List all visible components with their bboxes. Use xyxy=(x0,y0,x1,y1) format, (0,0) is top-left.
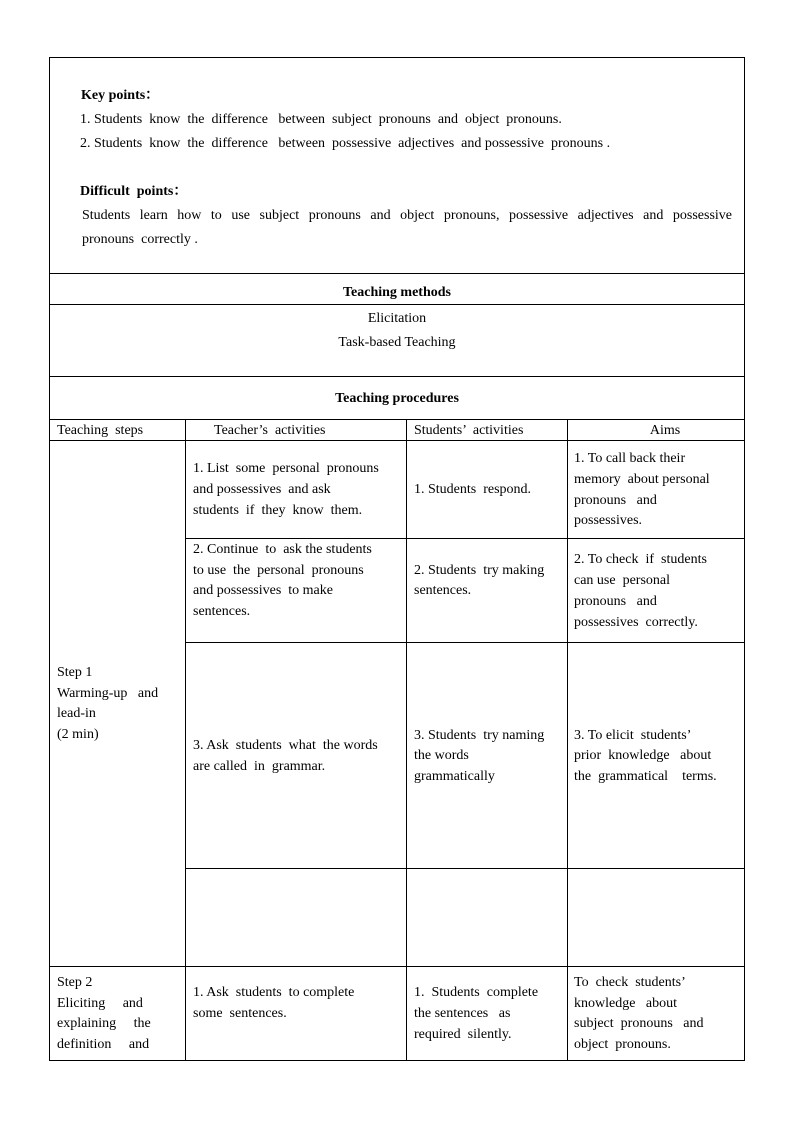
teacher-activity: and possessives and ask xyxy=(193,482,331,497)
aim: possessives. xyxy=(574,513,643,528)
teacher-activity: to use the personal pronouns xyxy=(193,563,364,578)
teacher-activity: 1. Ask students to complete xyxy=(193,985,355,1000)
teacher-activity: and possessives to make xyxy=(193,583,333,598)
difficult-points-heading: Difficult points： xyxy=(80,184,188,199)
column-header-students: Students’ activities xyxy=(414,423,524,438)
rule xyxy=(185,868,745,869)
teacher-activity: students if they know them. xyxy=(193,503,363,518)
rule xyxy=(49,273,745,274)
teaching-procedures-heading: Teaching procedures xyxy=(335,391,459,406)
teacher-activity: 1. List some personal pronouns xyxy=(193,461,379,476)
rule xyxy=(49,304,745,305)
aim: pronouns and xyxy=(574,493,657,508)
aim: subject pronouns and xyxy=(574,1016,704,1031)
rule xyxy=(185,538,745,539)
difficult-points-text: pronouns correctly . xyxy=(82,232,198,247)
aim: object pronouns. xyxy=(574,1037,671,1052)
difficult-points-text: Students learn how to use subject pronouns and object pronouns, possessive adjectives and possessive xyxy=(82,208,732,223)
rule xyxy=(567,419,568,1061)
teaching-method-item: Elicitation xyxy=(367,311,427,326)
aim: To check students’ xyxy=(574,975,686,990)
teacher-activity: some sentences. xyxy=(193,1006,287,1021)
aim: pronouns and xyxy=(574,594,657,609)
student-activity: 3. Students try naming xyxy=(414,728,545,743)
student-activity: grammatically xyxy=(414,769,495,784)
teacher-activity: are called in grammar. xyxy=(193,759,326,774)
rule xyxy=(406,419,407,1061)
step-label: Warming-up and xyxy=(57,686,159,701)
key-point-item: 2. Students know the difference between possessive adjectives and possessive pronouns . xyxy=(80,136,611,151)
aim: 2. To check if students xyxy=(574,552,707,567)
teacher-activity: 2. Continue to ask the students xyxy=(193,542,372,557)
step-label: Step 1 xyxy=(57,665,93,680)
step-label: (2 min) xyxy=(57,727,99,742)
student-activity: 1. Students respond. xyxy=(414,482,532,497)
step-label: explaining the xyxy=(57,1016,151,1031)
student-activity: required silently. xyxy=(414,1027,512,1042)
key-points-heading: Key points： xyxy=(81,88,160,103)
step-label: definition and xyxy=(57,1037,150,1052)
aim: prior knowledge about xyxy=(574,748,712,763)
student-activity: sentences. xyxy=(414,583,472,598)
rule xyxy=(49,966,745,967)
step-label: Eliciting and xyxy=(57,996,143,1011)
rule xyxy=(185,642,745,643)
teacher-activity: sentences. xyxy=(193,604,251,619)
student-activity: the words xyxy=(414,748,469,763)
step-label: Step 2 xyxy=(57,975,93,990)
rule xyxy=(49,419,745,420)
student-activity: 1. Students complete xyxy=(414,985,539,1000)
student-activity: the sentences as xyxy=(414,1006,511,1021)
rule xyxy=(185,419,186,1061)
aim: 3. To elicit students’ xyxy=(574,728,692,743)
teacher-activity: 3. Ask students what the words xyxy=(193,738,378,753)
key-point-item: 1. Students know the difference between subject pronouns and object pronouns. xyxy=(80,112,562,127)
aim: possessives correctly. xyxy=(574,615,698,630)
aim: the grammatical terms. xyxy=(574,769,717,784)
rule xyxy=(49,376,745,377)
teaching-method-item: Task-based Teaching xyxy=(338,335,456,350)
aim: memory about personal xyxy=(574,472,710,487)
column-header-teacher: Teacher’s activities xyxy=(214,423,326,438)
aim: knowledge about xyxy=(574,996,678,1011)
column-header-steps: Teaching steps xyxy=(57,423,144,438)
teaching-methods-heading: Teaching methods xyxy=(342,285,451,300)
student-activity: 2. Students try making xyxy=(414,563,545,578)
step-label: lead-in xyxy=(57,706,96,721)
aim: can use personal xyxy=(574,573,671,588)
aim: 1. To call back their xyxy=(574,451,686,466)
column-header-aims: Aims xyxy=(649,423,681,438)
